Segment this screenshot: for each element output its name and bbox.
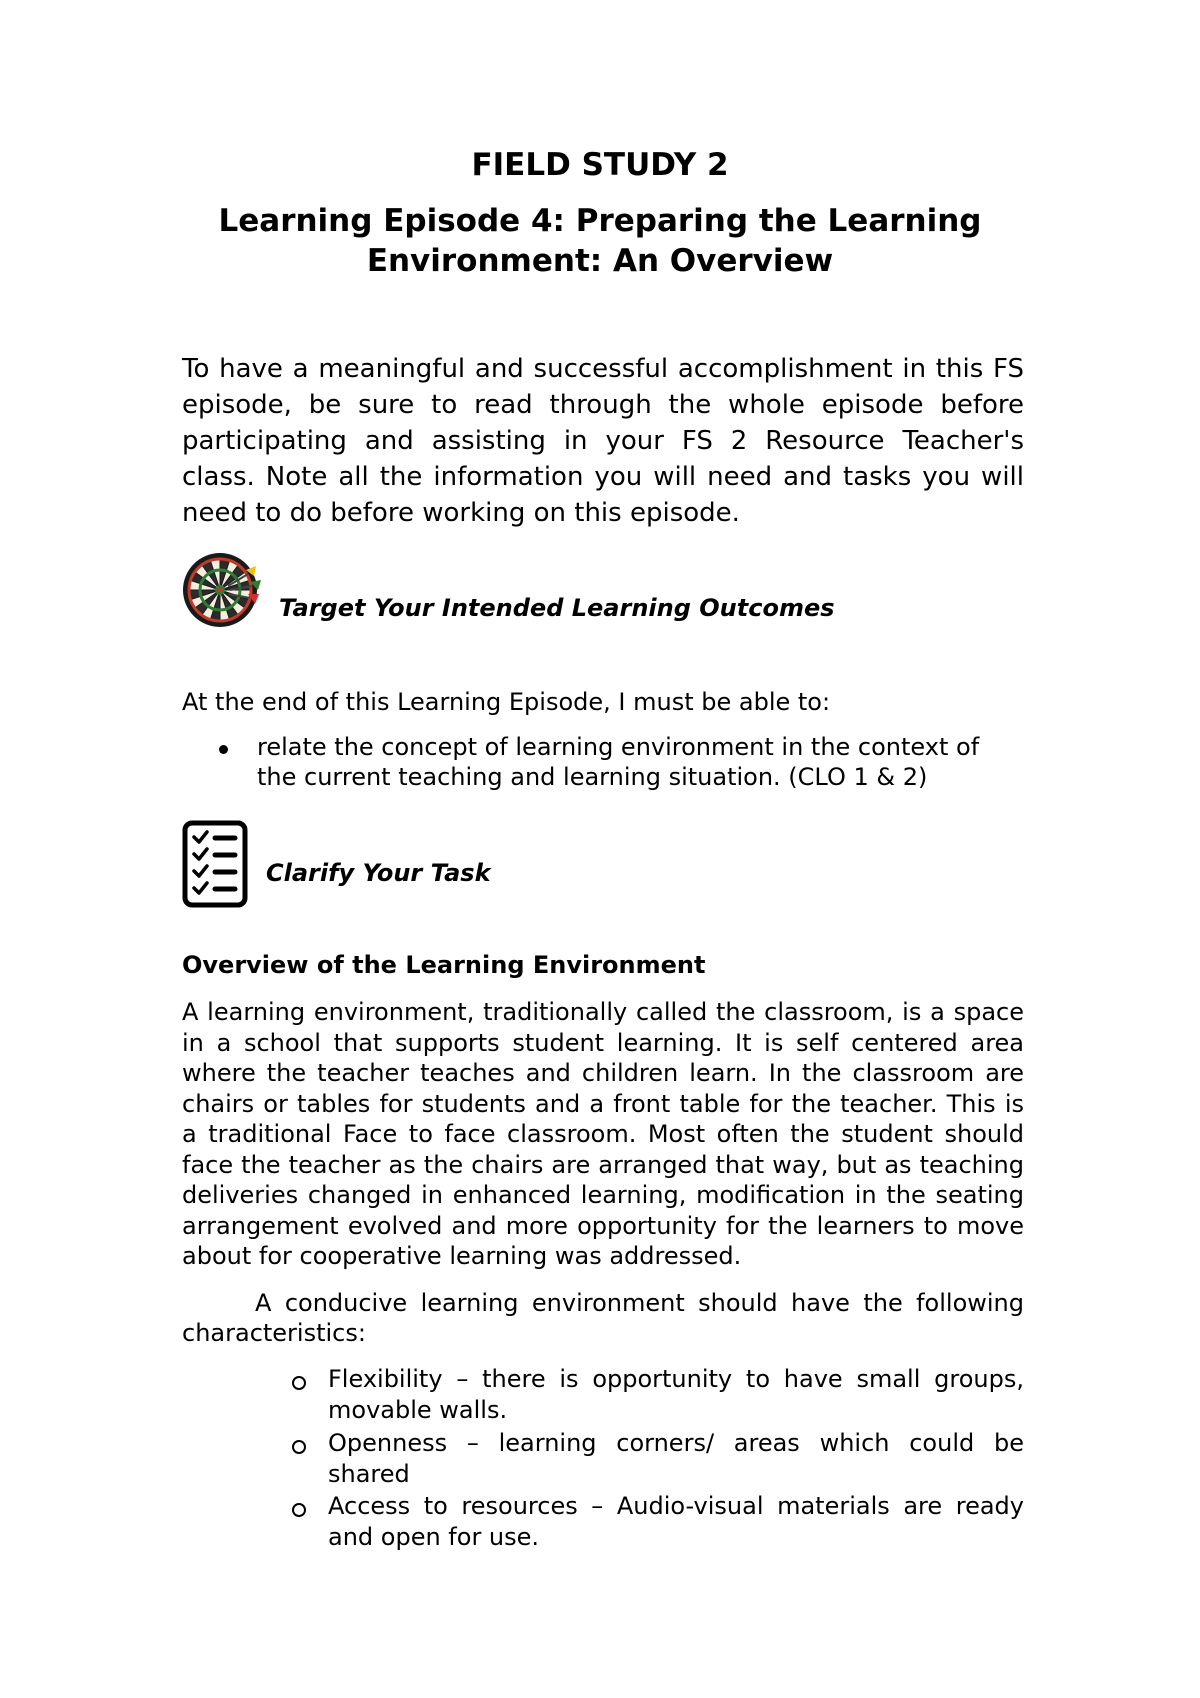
clarify-task-heading: Clarify Your Task bbox=[266, 859, 491, 887]
conducive-intro: A conducive learning environment should have the following characteristics: bbox=[182, 1289, 1024, 1347]
characteristic-item: Access to resources – Audio-visual materials are ready and open for use. bbox=[328, 1492, 1024, 1551]
target-outcomes-heading: Target Your Intended Learning Outcomes bbox=[279, 594, 835, 622]
dartboard-icon bbox=[182, 548, 262, 630]
episode-title-line-1: Learning Episode 4: Preparing the Learning bbox=[218, 203, 982, 239]
characteristic-item: Openness – learning corners/ areas which could be shared bbox=[328, 1429, 1024, 1488]
characteristic-bullet bbox=[292, 1376, 306, 1390]
course-title: FIELD STUDY 2 bbox=[471, 147, 729, 183]
characteristic-item: Flexibility – there is opportunity to have small groups, movable walls. bbox=[328, 1365, 1024, 1424]
outcomes-lead: At the end of this Learning Episode, I must be able to: bbox=[182, 688, 831, 716]
episode-title-line-2: Environment: An Overview bbox=[366, 243, 834, 279]
overview-paragraph: A learning environment, traditionally called the classroom, is a space in a school that supports student learning. It is self centered area where the teacher teaches and children learn. In the classroom are chairs or tables for students and a front table for the teacher. This is a traditional Face to face classroom. Most often the student should face the teacher as the chairs are arranged that way, but as teaching deliveries changed in enhanced learning, modification in the seating arrangement evolved and more opportunity for the learners to move about for cooperative learning was addressed. bbox=[182, 998, 1024, 1270]
overview-heading: Overview of the Learning Environment bbox=[182, 951, 706, 979]
outcome-item-line-2: the current teaching and learning situation. (CLO 1 & 2) bbox=[257, 763, 928, 791]
outcome-item-line-1: relate the concept of learning environment in the context of bbox=[257, 733, 980, 761]
characteristic-bullet bbox=[292, 1440, 306, 1454]
characteristic-bullet bbox=[292, 1503, 306, 1517]
outcome-bullet bbox=[219, 745, 228, 754]
intro-paragraph: To have a meaningful and successful accomplishment in this FS episode, be sure to read through the whole episode before participating and assisting in your FS 2 Resource Teacher's class. Note all the information you will need and tasks you will need to do before working on this episode. bbox=[182, 354, 1024, 528]
checklist-icon bbox=[182, 820, 248, 908]
